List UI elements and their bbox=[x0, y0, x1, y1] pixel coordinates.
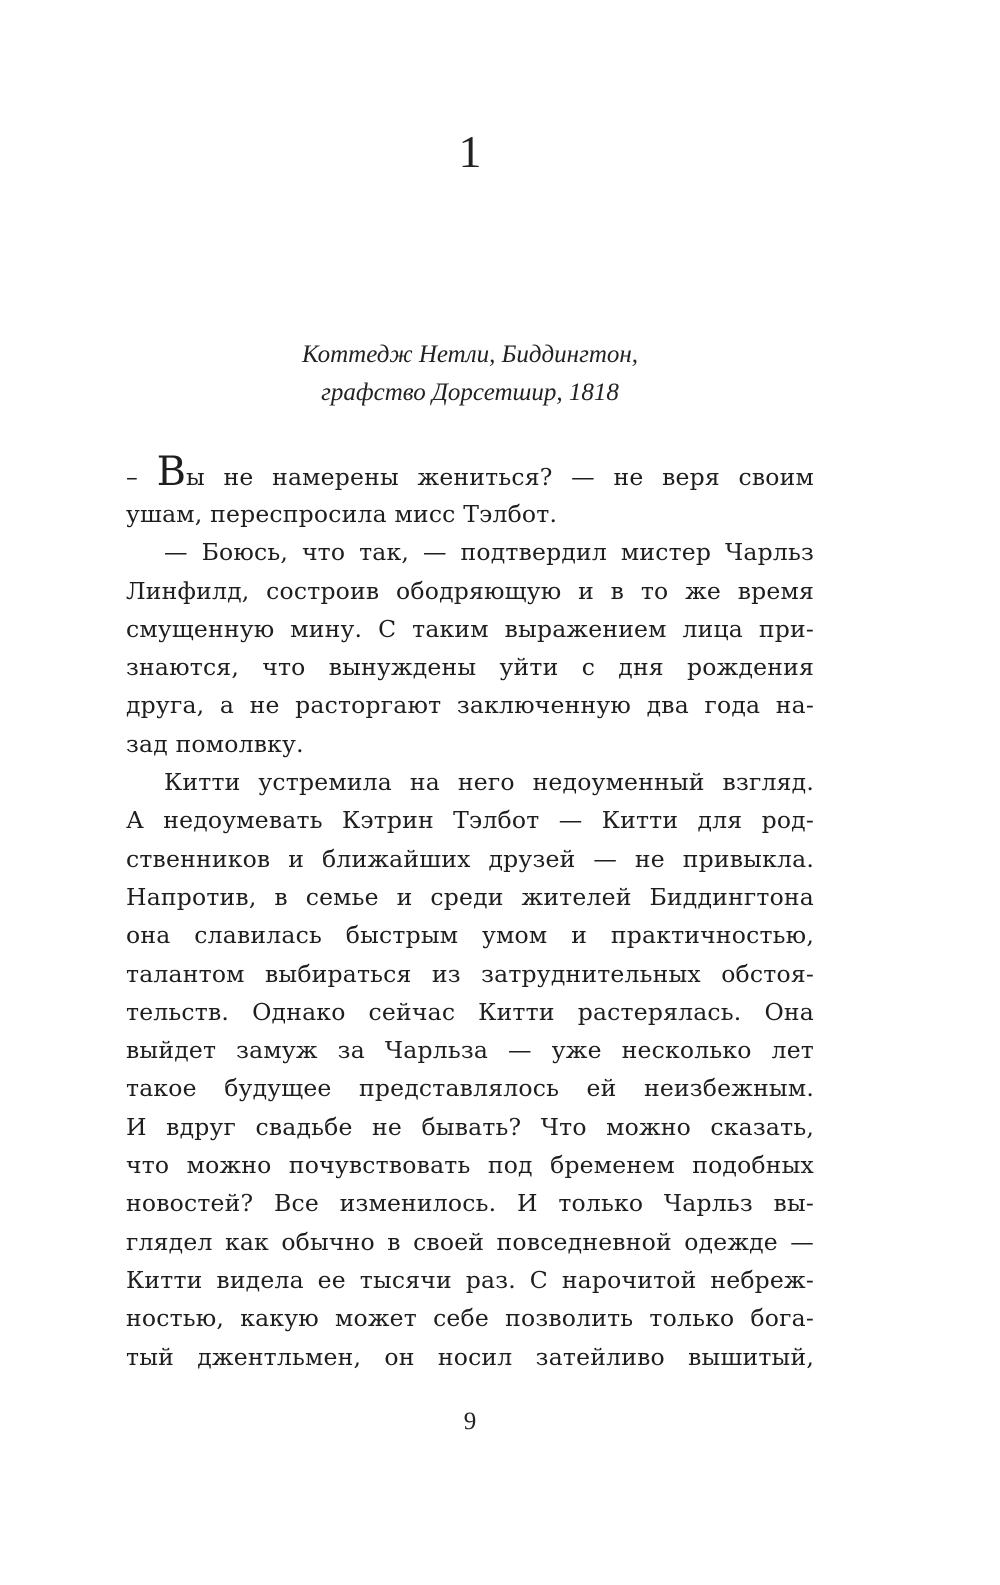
chapter-place-date bbox=[0, 336, 940, 412]
text-line: выйдет замуж за Чарльза — уже несколько лет bbox=[126, 1036, 814, 1065]
text-line: И вдруг свадьбе не бывать? Что можно сказать, bbox=[126, 1112, 814, 1141]
text-line: — Боюсь, что так, — подтвердил мистер Чарльз bbox=[164, 538, 814, 567]
text-line: Напротив, в семье и среди жителей Биддингтона bbox=[126, 882, 814, 911]
opening-dash: – bbox=[126, 463, 157, 491]
text-line: тельств. Однако сейчас Китти растерялась. Она bbox=[126, 997, 814, 1026]
text-line-1 bbox=[126, 451, 814, 495]
text-line: новостей? Все изменилось. И только Чарльз вы- bbox=[126, 1189, 814, 1218]
body-text bbox=[126, 451, 814, 1376]
text-line: талантом выбираться из затруднительных обстоя- bbox=[126, 959, 814, 988]
drop-cap: В bbox=[156, 449, 186, 495]
text-line: что можно почувствовать под бременем подобных bbox=[126, 1151, 814, 1180]
text-line: зад помолвку. bbox=[126, 729, 304, 758]
place-line-1: Коттедж Нетли, Биддингтон, bbox=[301, 341, 639, 368]
text-line: она славилась быстрым умом и практичностью, bbox=[126, 921, 814, 950]
page-number: 9 bbox=[463, 1408, 477, 1435]
text-line: А недоумевать Кэтрин Тэлбот — Китти для род- bbox=[126, 806, 814, 835]
chapter-number: 1 bbox=[458, 126, 482, 177]
text-line: друга, а не расторгают заключенную два года на- bbox=[126, 691, 814, 720]
text-line: смущенную мину. С таким выражением лица при- bbox=[126, 614, 814, 643]
text-line: знаются, что вынуждены уйти с дня рождения bbox=[126, 653, 814, 682]
text-line: такое будущее представлялось ей неизбежным. bbox=[126, 1074, 814, 1103]
text-line-1-rest: ы не намерены жениться? — не веря своим bbox=[185, 463, 814, 491]
text-line: ушам, переспросила мисс Тэлбот. bbox=[126, 500, 558, 528]
text-line: ственников и ближайших друзей — не привыкла. bbox=[126, 844, 814, 873]
text-line: Линфилд, состроив ободряющую и в то же время bbox=[126, 576, 814, 605]
text-line: глядел как обычно в своей повседневной одежде — bbox=[126, 1227, 814, 1256]
text-line: Китти устремила на него недоуменный взгляд. bbox=[164, 768, 814, 797]
text-line: тый джентльмен, он носил затейливо вышитый, bbox=[126, 1342, 814, 1371]
place-line-2: графство Дорсетшир, 1818 bbox=[321, 379, 619, 406]
text-line: ностью, какую может себе позволить только бога- bbox=[126, 1304, 814, 1333]
text-line: Китти видела ее тысячи раз. С нарочитой небреж- bbox=[126, 1265, 814, 1294]
